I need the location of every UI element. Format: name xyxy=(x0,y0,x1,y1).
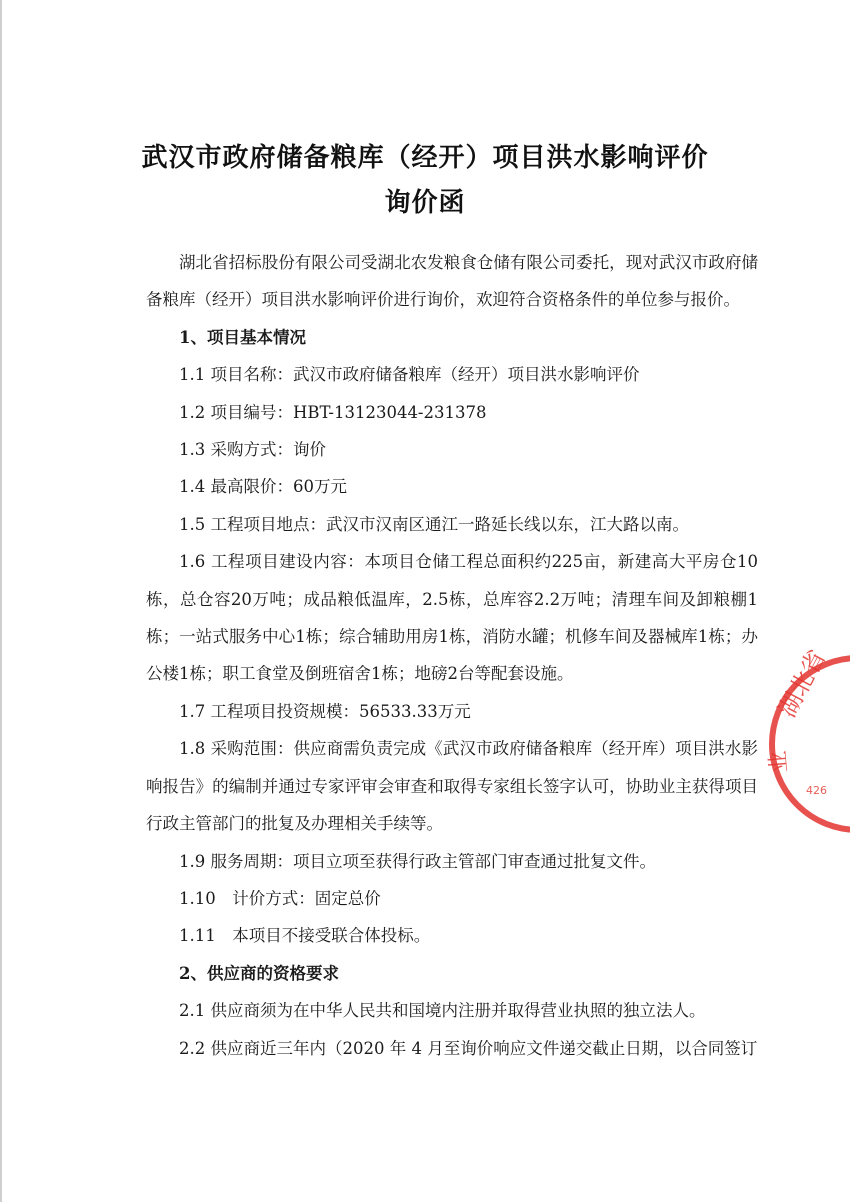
paragraph: 1.8 采购范围：供应商需负责完成《武汉市政府储备粮库（经开库）项目洪水影响报告》的编制并通过专家评审会审查和取得专家组长签字认可，协助业主获得项目行政主管部门的批复及办理相关手续等。 xyxy=(146,739,758,834)
paragraph: 1.2 项目编号：HBT-13123044-231378 xyxy=(179,402,487,422)
document-title-line-2: 询价函 xyxy=(384,188,466,218)
paragraph: 1.4 最高限价：60万元 xyxy=(179,477,347,497)
svg-text:湖北省: 湖北省 xyxy=(772,645,832,722)
svg-text:426: 426 xyxy=(806,784,827,797)
paragraph: 1.5 工程项目地点：武汉市汉南区通江一路延长线以东，江大路以南。 xyxy=(179,514,689,534)
paragraph: 1.1 项目名称：武汉市政府储备粮库（经开）项目洪水影响评价 xyxy=(179,365,640,385)
paragraph: 湖北省招标股份有限公司受湖北农发粮食仓储有限公司委托，现对武汉市政府储备粮库（经开）项目洪水影响评价进行询价，欢迎符合资格条件的单位参与报价。 xyxy=(146,253,758,310)
document-title-line-1: 武汉市政府储备粮库（经开）项目洪水影响评价 xyxy=(141,143,709,173)
paragraph: 1.10 计价方式：固定总价 xyxy=(179,888,381,908)
paragraph: 1.9 服务周期：项目立项至获得行政主管部门审查通过批复文件。 xyxy=(179,851,656,871)
page-edge xyxy=(0,0,2,1202)
paragraph: 1.7 工程项目投资规模：56533.33万元 xyxy=(179,701,471,721)
paragraph: 2.1 供应商须为在中华人民共和国境内注册并取得营业执照的独立法人。 xyxy=(179,1001,706,1021)
paragraph: 1.11 本项目不接受联合体投标。 xyxy=(179,926,431,946)
svg-text:业: 业 xyxy=(765,749,793,774)
paragraph: 1.3 采购方式：询价 xyxy=(179,440,326,460)
section-heading: 1、项目基本情况 xyxy=(179,327,306,347)
paragraph: 1.6 工程项目建设内容：本项目仓储工程总面积约225亩，新建高大平房仓10栋，总仓容20万吨；成品粮低温库，2.5栋，总库容2.2万吨；清理车间及卸粮棚1栋；一站式服务中心1栋；综合辅助用房1栋，消防水罐；机修车间及器械库1栋；办公楼1栋；职工食堂及倒班宿舍1栋；地磅2台等配套设施。 xyxy=(146,552,758,684)
paragraph: 2.2 供应商近三年内（2020 年 4 月至询价响应文件递交截止日期，以合同签订 xyxy=(179,1038,758,1058)
section-heading: 2、供应商的资格要求 xyxy=(179,963,339,983)
document-body xyxy=(146,244,758,1067)
company-seal-icon xyxy=(758,644,850,844)
